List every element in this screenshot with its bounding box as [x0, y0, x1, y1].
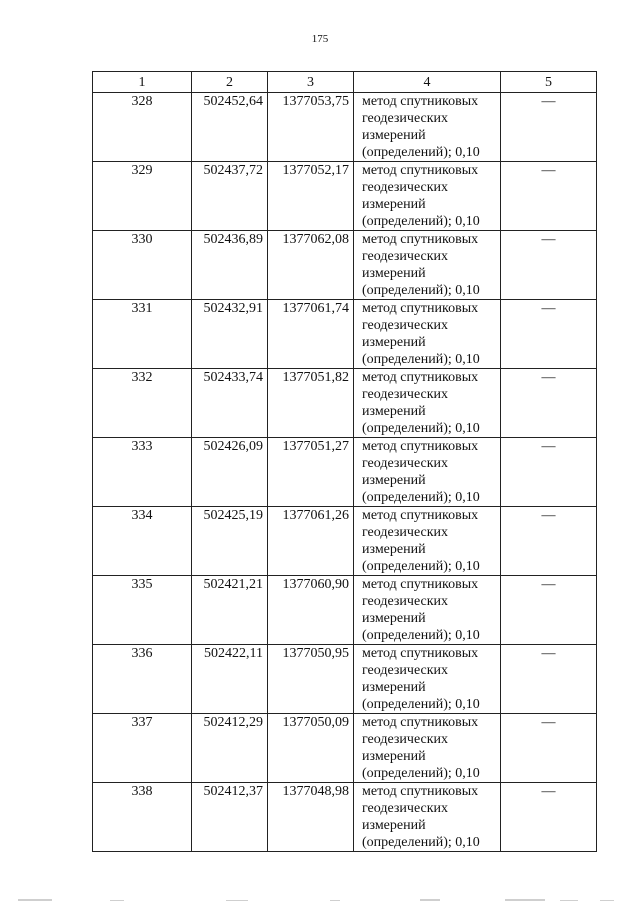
method-text-line: геодезических: [362, 525, 449, 540]
note-cell: —: [501, 507, 597, 576]
table-row: [93, 507, 597, 576]
note-cell: —: [501, 645, 597, 714]
y-coordinate-cell: 1377061,74: [268, 300, 354, 369]
note-cell: —: [501, 438, 597, 507]
method-text-line: метод спутниковых: [362, 439, 479, 454]
point-number-cell: 329: [93, 162, 192, 231]
method-text-line: геодезических: [362, 663, 449, 678]
method-text-line: измерений: [362, 818, 426, 833]
note-cell: —: [501, 162, 597, 231]
method-cell: [354, 507, 501, 576]
point-number-cell: 338: [93, 783, 192, 852]
method-text-line: метод спутниковых: [362, 646, 479, 661]
method-text-line: (определений); 0,10: [362, 628, 480, 643]
note-cell: —: [501, 576, 597, 645]
scan-edge-noise: [0, 893, 640, 905]
point-number-cell: 328: [93, 93, 192, 162]
method-text-line: (определений); 0,10: [362, 697, 480, 712]
method-cell: [354, 162, 501, 231]
method-text-line: измерений: [362, 611, 426, 626]
table-row: [93, 576, 597, 645]
method-cell: [354, 783, 501, 852]
table-row: [93, 93, 597, 162]
method-text-line: геодезических: [362, 594, 449, 609]
y-coordinate-cell: 1377051,82: [268, 369, 354, 438]
y-coordinate-cell: 1377062,08: [268, 231, 354, 300]
y-coordinate-cell: 1377052,17: [268, 162, 354, 231]
method-cell: [354, 438, 501, 507]
method-text-line: измерений: [362, 266, 426, 281]
method-text-line: (определений); 0,10: [362, 835, 480, 850]
x-coordinate-cell: 502437,72: [192, 162, 268, 231]
table-row: [93, 645, 597, 714]
method-text-line: (определений); 0,10: [362, 352, 480, 367]
method-text-line: метод спутниковых: [362, 784, 479, 799]
method-text-line: метод спутниковых: [362, 370, 479, 385]
method-text-line: измерений: [362, 473, 426, 488]
method-cell: [354, 231, 501, 300]
header-col-5: 5: [501, 72, 597, 93]
y-coordinate-cell: 1377051,27: [268, 438, 354, 507]
y-coordinate-cell: 1377060,90: [268, 576, 354, 645]
method-text-line: геодезических: [362, 732, 449, 747]
method-text-line: (определений); 0,10: [362, 421, 480, 436]
note-cell: —: [501, 300, 597, 369]
point-number-cell: 335: [93, 576, 192, 645]
scan-noise-graphic: [0, 894, 640, 906]
note-cell: —: [501, 231, 597, 300]
x-coordinate-cell: 502436,89: [192, 231, 268, 300]
method-text-line: (определений); 0,10: [362, 766, 480, 781]
method-text-line: метод спутниковых: [362, 715, 479, 730]
x-coordinate-cell: 502412,37: [192, 783, 268, 852]
table-row: [93, 369, 597, 438]
method-text-line: измерений: [362, 128, 426, 143]
table-row: [93, 714, 597, 783]
point-number-cell: 337: [93, 714, 192, 783]
method-text-line: измерений: [362, 335, 426, 350]
method-cell: [354, 576, 501, 645]
method-text-line: измерений: [362, 542, 426, 557]
method-text-line: (определений); 0,10: [362, 283, 480, 298]
header-col-2: 2: [192, 72, 268, 93]
method-text-line: (определений); 0,10: [362, 490, 480, 505]
x-coordinate-cell: 502426,09: [192, 438, 268, 507]
point-number-cell: 332: [93, 369, 192, 438]
note-cell: —: [501, 369, 597, 438]
note-cell: —: [501, 783, 597, 852]
method-text-line: геодезических: [362, 180, 449, 195]
coordinates-table: [92, 71, 597, 852]
method-text-line: геодезических: [362, 456, 449, 471]
method-text-line: метод спутниковых: [362, 232, 479, 247]
header-col-3: 3: [268, 72, 354, 93]
method-text-line: измерений: [362, 749, 426, 764]
y-coordinate-cell: 1377050,09: [268, 714, 354, 783]
note-cell: —: [501, 714, 597, 783]
method-cell: [354, 714, 501, 783]
method-cell: [354, 93, 501, 162]
method-text-line: измерений: [362, 404, 426, 419]
table-header-row: [93, 72, 597, 93]
method-text-line: измерений: [362, 680, 426, 695]
table-body: [93, 93, 597, 852]
x-coordinate-cell: 502425,19: [192, 507, 268, 576]
method-cell: [354, 300, 501, 369]
method-text-line: (определений); 0,10: [362, 145, 480, 160]
method-text-line: геодезических: [362, 111, 449, 126]
method-text-line: метод спутниковых: [362, 301, 479, 316]
point-number-cell: 336: [93, 645, 192, 714]
method-text-line: (определений); 0,10: [362, 214, 480, 229]
y-coordinate-cell: 1377061,26: [268, 507, 354, 576]
point-number-cell: 331: [93, 300, 192, 369]
method-text-line: метод спутниковых: [362, 577, 479, 592]
method-cell: [354, 369, 501, 438]
method-text-line: геодезических: [362, 318, 449, 333]
note-cell: —: [501, 93, 597, 162]
x-coordinate-cell: 502452,64: [192, 93, 268, 162]
x-coordinate-cell: 502412,29: [192, 714, 268, 783]
point-number-cell: 333: [93, 438, 192, 507]
x-coordinate-cell: 502433,74: [192, 369, 268, 438]
point-number-cell: 330: [93, 231, 192, 300]
method-text-line: метод спутниковых: [362, 508, 479, 523]
method-text-line: геодезических: [362, 801, 449, 816]
method-text-line: метод спутниковых: [362, 94, 479, 109]
header-col-1: 1: [93, 72, 192, 93]
method-text-line: измерений: [362, 197, 426, 212]
x-coordinate-cell: 502421,21: [192, 576, 268, 645]
method-text-line: метод спутниковых: [362, 163, 479, 178]
header-col-4: 4: [354, 72, 501, 93]
table-row: [93, 162, 597, 231]
table-row: [93, 438, 597, 507]
y-coordinate-cell: 1377050,95: [268, 645, 354, 714]
page-number: 175: [311, 33, 329, 45]
method-text-line: (определений); 0,10: [362, 559, 480, 574]
y-coordinate-cell: 1377048,98: [268, 783, 354, 852]
table-row: [93, 231, 597, 300]
table-row: [93, 300, 597, 369]
method-text-line: геодезических: [362, 387, 449, 402]
method-cell: [354, 645, 501, 714]
x-coordinate-cell: 502432,91: [192, 300, 268, 369]
method-text-line: геодезических: [362, 249, 449, 264]
table-row: [93, 783, 597, 852]
point-number-cell: 334: [93, 507, 192, 576]
x-coordinate-cell: 502422,11: [192, 645, 268, 714]
y-coordinate-cell: 1377053,75: [268, 93, 354, 162]
